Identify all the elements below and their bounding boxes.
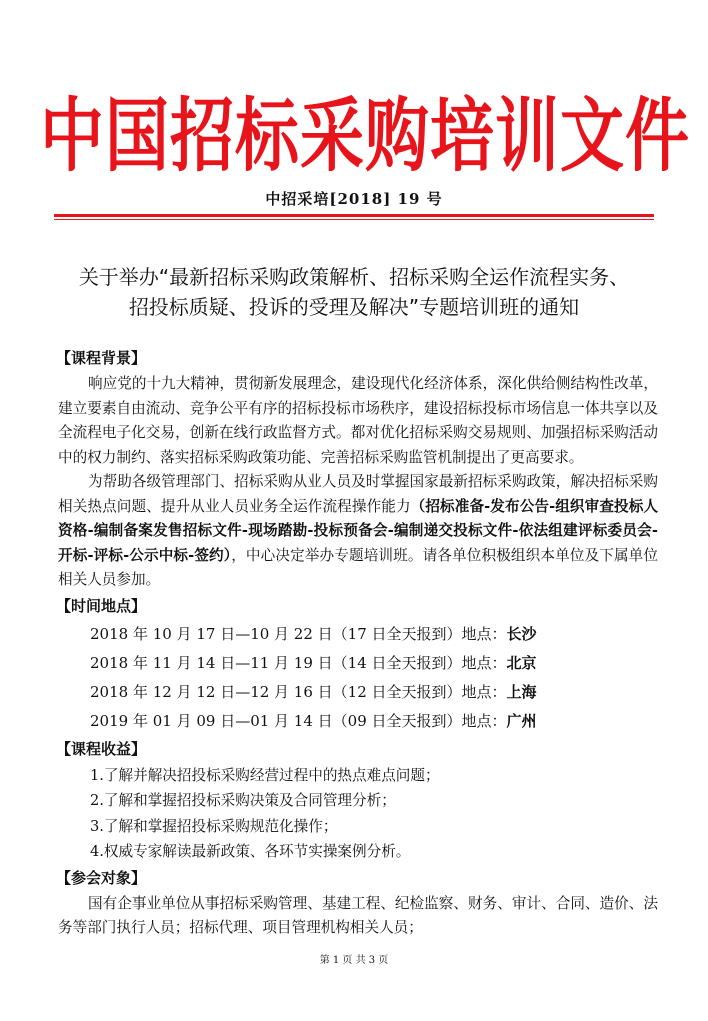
benefit-item: 2.了解和掌握招投标采购决策及合同管理分析； xyxy=(90,792,396,809)
section-heading-benefits: 【课程收益】 xyxy=(56,739,147,758)
notice-title-line-2: 招投标质疑、投诉的受理及解决”专题培训班的通知 xyxy=(128,295,580,319)
benefit-item: 4.权威专家解读最新政策、各环节实操案例分析。 xyxy=(90,843,411,860)
schedule-city: 长沙 xyxy=(506,624,537,643)
notice-title xyxy=(50,262,658,322)
section-heading-schedule: 【时间地点】 xyxy=(56,596,147,615)
page-footer: 第 1 页 共 3 页 xyxy=(319,955,389,966)
section-heading-audience: 【参会对象】 xyxy=(56,868,147,887)
schedule-city: 广州 xyxy=(506,711,537,730)
background-paragraph-2 xyxy=(58,470,658,593)
benefit-item: 1.了解并解决招投标采购经营过程中的热点难点问题； xyxy=(90,766,440,784)
document-body xyxy=(58,345,658,941)
schedule-item xyxy=(58,707,658,736)
masthead-rule-thick xyxy=(54,214,654,217)
schedule-item xyxy=(58,620,658,649)
schedule-item xyxy=(58,678,658,707)
schedule-dates: 2018 年 11 月 14 日—11 月 19 日（14 日全天报到）地点： xyxy=(90,653,507,672)
schedule-item xyxy=(58,649,658,678)
paragraph-2-end: ，中心决定举办专题培训班。请各单位积极组织本单位及下属单位相关人员参加。 xyxy=(58,546,658,588)
schedule-dates: 2019 年 01 月 09 日—01 月 14 日（09 日全天报到）地点： xyxy=(90,711,507,730)
masthead-rule-thin xyxy=(54,219,654,220)
schedule-dates: 2018 年 10 月 17 日—10 月 22 日（17 日全天报到）地点： xyxy=(90,624,507,643)
masthead-title: 中国招标采购培训文件 xyxy=(40,90,690,184)
schedule-city: 上海 xyxy=(506,682,537,701)
benefit-item: 3.了解和掌握招投标采购规范化操作； xyxy=(90,817,338,835)
paragraph-2-process: （招标准备-发布公告-组织审查投标人资格-编制备案发售招标文件-现场踏勘-投标预备会-编制递交投标文件-依法组建评标委员会-开标-评标-公示中标-签约） xyxy=(58,497,658,564)
paragraph-2-start: 为帮助各级管理部门、招标采购从业人员及时掌握国家最新招标采购政策，解决招标采购相关热点问题、提升从业人员业务全运作流程操作能力 xyxy=(58,473,658,515)
background-paragraph-1: 响应党的十九大精神，贯彻新发展理念，建设现代化经济体系，深化供给侧结构性改革，建立要素自由流动、竞争公平有序的招标投标市场秩序，建设招标投标市场信息一体共享以及全流程电子化交易，创新在线行政监督方式。都对优化招标采购交易规则、加强招标采购活动中的权力制约、落实招标采购政策功能、完善招标采购监管机制提出了更高要求。 xyxy=(58,375,658,466)
document-number: 中招采培[2018] 19 号 xyxy=(265,190,443,208)
schedule-dates: 2018 年 12 月 12 日—12 月 16 日（12 日全天报到）地点： xyxy=(90,682,507,701)
schedule-city: 北京 xyxy=(506,653,537,672)
section-heading-background: 【课程背景】 xyxy=(56,349,147,367)
audience-paragraph: 国有企事业单位从事招标采购管理、基建工程、纪检监察、财务、审计、合同、造价、法务等部门执行人员；招标代理、项目管理机构相关人员； xyxy=(58,894,658,936)
notice-title-line-1: 关于举办“最新招标采购政策解析、招标采购全运作流程实务、 xyxy=(78,265,630,289)
